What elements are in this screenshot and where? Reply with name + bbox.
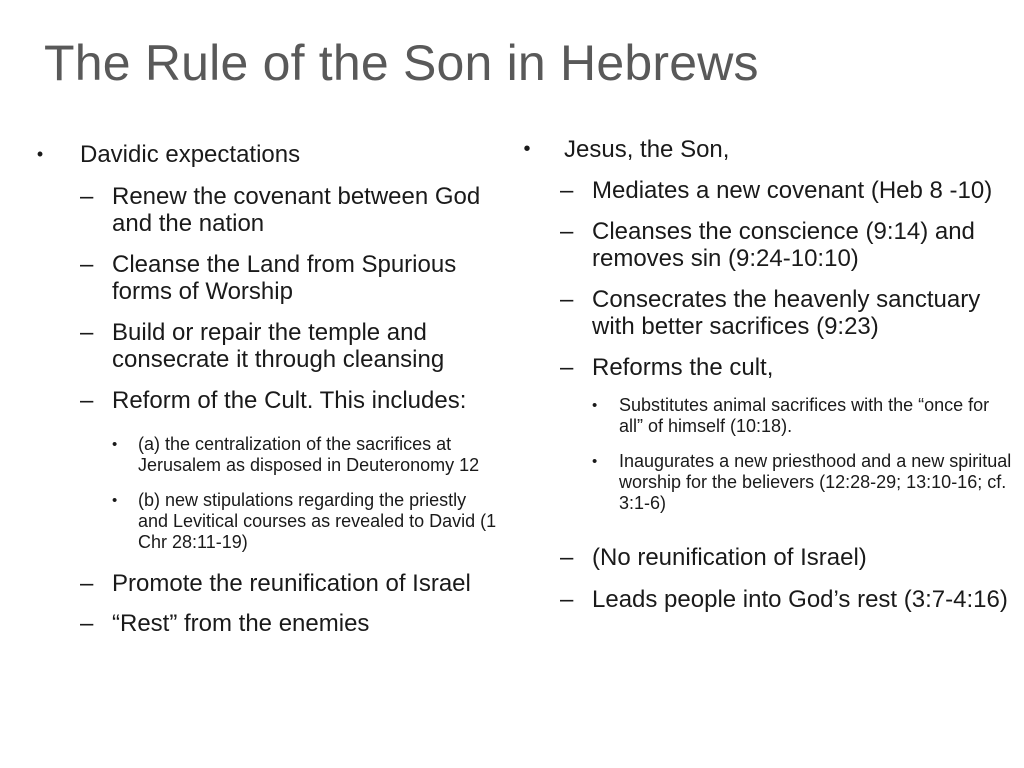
left-item-build-temple [30, 319, 500, 373]
bullet-marker: • [112, 436, 118, 453]
left-item-text: Reform of the Cult. This includes: [112, 387, 467, 414]
left-item-text: Build or repair the temple and consecrate it through cleansing [112, 319, 445, 373]
bullet-marker: • [523, 138, 531, 160]
right-subitem-text: Inaugurates a new priesthood and a new spiritual worship for the believers (12:28-29; 13:10-16; cf. 3:1-6) [619, 451, 1012, 513]
bullet-marker: • [592, 397, 598, 414]
left-item-text: Renew the covenant between God and the nation [112, 183, 481, 237]
left-item-cleanse-land [30, 251, 500, 305]
left-item-reunification [30, 570, 500, 597]
left-item-renew-covenant [30, 183, 500, 237]
left-item-reform-cult [30, 387, 500, 414]
right-item-no-reunification [514, 544, 1014, 571]
left-item-text: Promote the reunification of Israel [112, 570, 471, 597]
right-subitem-new-priesthood [514, 451, 1014, 514]
right-item-mediates-covenant [514, 177, 1014, 204]
slide-title: The Rule of the Son in Hebrews [44, 35, 759, 91]
right-heading-bullet [514, 136, 1014, 163]
left-heading-bullet [30, 141, 500, 168]
right-item-text: Mediates a new covenant (Heb 8 -10) [592, 177, 993, 204]
right-subitem-substitutes-sacrifices [514, 395, 1014, 437]
right-item-reforms-cult [514, 354, 1014, 381]
right-subitem-text: Substitutes animal sacrifices with the “once for all” of himself (10:18). [619, 395, 990, 436]
dash-marker: – [80, 387, 94, 414]
bullet-marker: • [36, 144, 44, 164]
dash-marker: – [560, 586, 574, 613]
dash-marker: – [80, 610, 94, 637]
left-item-text: Cleanse the Land from Spurious forms of Worship [112, 251, 457, 305]
dash-marker: – [80, 183, 94, 210]
right-heading: Jesus, the Son, [564, 136, 730, 163]
left-subitem-text: (b) new stipulations regarding the priestly and Levitical courses as revealed to David (1 Chr 28:11-19) [138, 490, 497, 552]
dash-marker: – [560, 354, 574, 381]
dash-marker: – [560, 177, 574, 204]
right-item-text: Reforms the cult, [592, 354, 774, 381]
right-item-text: Cleanses the conscience (9:14) and removes sin (9:24-10:10) [592, 218, 975, 272]
right-item-consecrates-sanctuary [514, 286, 1014, 340]
left-subitem-centralization [30, 434, 500, 476]
left-item-text: “Rest” from the enemies [112, 610, 370, 637]
left-item-rest [30, 610, 500, 637]
dash-marker: – [560, 286, 574, 313]
dash-marker: – [80, 570, 94, 597]
right-item-gods-rest [514, 586, 1014, 613]
left-subitem-text: (a) the centralization of the sacrifices at Jerusalem as disposed in Deuteronomy 12 [138, 434, 480, 475]
left-subitem-stipulations [30, 490, 500, 553]
right-item-text: Leads people into God’s rest (3:7-4:16) [592, 586, 1008, 613]
right-item-text: Consecrates the heavenly sanctuary with better sacrifices (9:23) [592, 286, 981, 340]
right-column [514, 136, 1014, 613]
dash-marker: – [560, 544, 574, 571]
left-column [30, 141, 500, 637]
dash-marker: – [80, 251, 94, 278]
dash-marker: – [80, 319, 94, 346]
bullet-marker: • [592, 453, 598, 470]
left-heading: Davidic expectations [80, 141, 301, 168]
dash-marker: – [560, 218, 574, 245]
right-item-cleanses-conscience [514, 218, 1014, 272]
right-item-text: (No reunification of Israel) [592, 544, 867, 571]
bullet-marker: • [112, 492, 118, 509]
